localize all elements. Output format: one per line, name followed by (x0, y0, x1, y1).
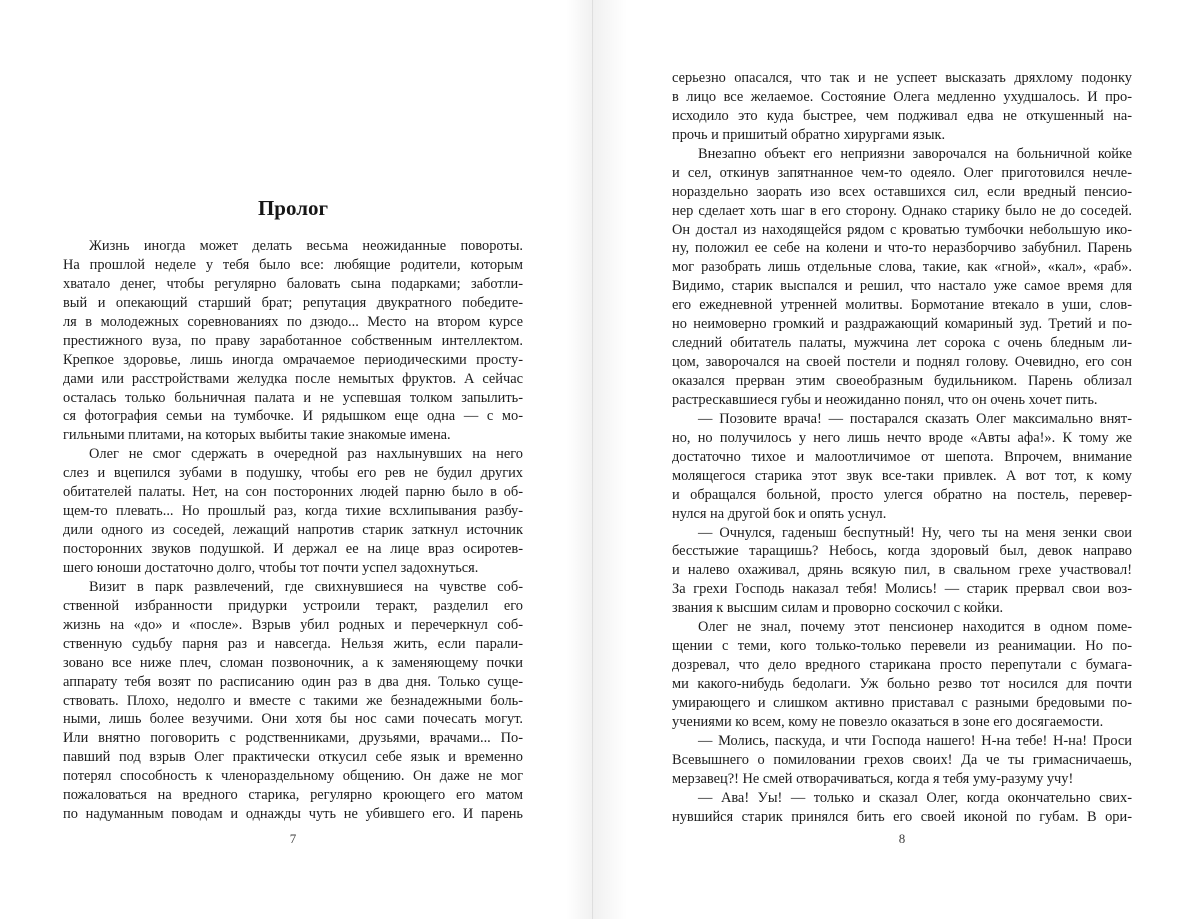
text-line: потерял способность к членораздельному общению. Он даже не мог (63, 768, 523, 785)
text-line: Жизнь иногда может делать весьма неожиданные повороты. (89, 238, 523, 254)
text-line: дозревал, что дело вредного старикана просто перепутали с бумага- (672, 657, 1132, 674)
text-line: достаточно тихое и малоотличимое от шепота. Впрочем, внимание (672, 448, 1132, 465)
text-line: — Ава! Уы! — только и сказал Олег, когда окончательно свих- (698, 789, 1132, 806)
text-line: Видимо, старик выспался и решил, что настало уже самое время для (672, 278, 1132, 295)
text-line: осталась только больничная палата и не успевшая толком запылить- (63, 389, 523, 406)
text-line: прочь и пришитый обратно хирургами язык. (672, 126, 946, 143)
text-line: звания к высшим силам и проворно соскочил с койки. (672, 600, 1004, 617)
text-line: Всевышнего о помиловании грехов своих! Да че ты гримасничаешь, (672, 751, 1132, 768)
text-line: Олег не смог сдержать в очередной раз нахлынувших на него (89, 446, 523, 463)
text-line: Или внятно поговорить с родственниками, друзьями, врачами... По- (63, 730, 523, 747)
text-line: исходило это куда быстрее, чем подживал едва не откушенный на- (672, 107, 1132, 124)
text-line: — Молись, паскуда, и чти Господа нашего! Н-на тебе! Н-на! Проси (698, 732, 1132, 749)
text-line: хватало денег, чтобы регулярно баловать сына подарками; заботли- (63, 275, 523, 292)
text-line: следний обитатель палаты, мужчина лет сорока с очень бледным ли- (672, 335, 1132, 352)
text-line: Олег не знал, почему этот пенсионер находится в одном поме- (698, 619, 1132, 636)
text-line: дили одного из соседей, лежащий напротив старик заткнул источник (63, 522, 523, 539)
chapter-heading: Пролог (257, 196, 329, 220)
text-line: пожаловаться на вредного старика, регулярно кроющего его матом (63, 787, 523, 804)
text-line: щем-то плевать... Но прошлый раз, когда тихие всхлипывания разбу- (63, 503, 523, 520)
text-line: нувшийся старик принялся бить его своей иконой по губам. В ори- (672, 808, 1132, 825)
text-line: Визит в парк развлечений, где свихнувшиеся на чувстве соб- (89, 578, 523, 595)
text-line: ми какого-нибудь бедолаги. Уж больно резво тот носился для почти (672, 676, 1132, 692)
text-line: и налево охаживал, дрянь всякую пил, в свальном грехе участвовал! (672, 562, 1132, 579)
text-line: по надуманным поводам и однажды чуть не убившего его. И парень (63, 806, 523, 823)
text-line: престижного вуза, по праву заработанное собственным интеллектом. (63, 332, 523, 349)
text-line: и обращался больной, просто улегся обратно на постель, перевер- (672, 486, 1132, 503)
text-line: Внезапно объект его неприязни заворочался на больничной койке (698, 145, 1132, 162)
text-line: жизнь на «до» и «после». Взрыв убил родных и перечеркнул соб- (63, 616, 523, 633)
text-line: нулся на другой бок и опять уснул. (672, 505, 887, 522)
text-line: мерзавец?! Не смей отворачиваться, когда я тебя уму-разуму учу! (672, 770, 1074, 787)
text-line: гильными плитами, на которых выбиты такие знакомые имена. (63, 427, 451, 444)
right-page (592, 0, 1184, 919)
text-line: дами или расстройствами желудка после немытых фруктов. А сейчас (63, 370, 523, 387)
text-line: зовано все ниже плеч, сломан позвоночник, а к заменяющему почки (63, 654, 523, 671)
text-line: Крепкое здоровье, лишь иногда омрачаемое периодическими просту- (63, 351, 523, 368)
text-line: серьезно опасался, что так и не успеет высказать дряхлому подонку (672, 70, 1132, 86)
text-line: Он достал из находящейся рядом с кроватью тумбочки небольшую ико- (672, 221, 1132, 238)
text-line: и сел, откинув запятнанное чем-то одеяло. Олег приготовился нечле- (672, 164, 1132, 181)
text-line: вый и опекающий старший брат; репутация двукратного победите- (63, 294, 523, 311)
text-line: нер сделает хоть шаг в его сторону. Однако старику было не до соседей. (672, 202, 1132, 219)
text-line: его ежедневной утренней молитвы. Бормотание втекало в уши, слов- (672, 297, 1132, 314)
text-line: За грехи Господь наказал тебя! Молись! — старик прервал свои воз- (672, 581, 1132, 598)
text-line: молящегося старика этот звук все-таки привлек. А вот тот, к кому (672, 467, 1132, 484)
text-line: ными, лишь более везучими. Они хотя бы нос сами почесать могут. (63, 711, 523, 728)
text-line: в лицо все желаемое. Состояние Олега медленно ухудшалось. И про- (672, 88, 1132, 105)
text-line: ну, положил ее себе на колени и что-то неразборчиво забубнил. Парень (672, 240, 1132, 257)
text-line: учениями ко всем, кому не повезло оказаться в зоне его досягаемости. (672, 713, 1104, 730)
text-line: павший под взрыв Олег практически откусил себе язык и временно (63, 749, 523, 766)
text-line: На прошлой неделе у тебя было все: любящие родители, которым (63, 256, 523, 273)
text-line: растрескавшиеся губы и неожиданно понял, что он очень хочет пить. (672, 391, 1098, 408)
left-text-block (63, 237, 523, 824)
right-text-block (672, 69, 1132, 827)
text-line: нораздельно заорать изо всех оставшихся сил, если вредный пенсио- (672, 183, 1132, 200)
text-line: обитателей палаты. Нет, на сон посторонних людей парню было в об- (63, 484, 523, 501)
text-line: ся фотография семьи на тумбочке. И рядышком еще одна — с мо- (63, 408, 523, 425)
left-page-number: 7 (289, 831, 297, 846)
text-line: но, но получилось у него лишь нечто вроде «Авты афа!». К тому же (672, 429, 1132, 446)
right-page-number: 8 (898, 831, 906, 846)
text-line: щении с теми, кого только-только перевели из реанимации. Но по- (672, 638, 1132, 655)
text-line: слез и вцепился зубами в подушку, чтобы его рев не будил других (63, 465, 523, 482)
left-page (0, 0, 592, 919)
text-line: ственной избранности придурки устроили теракт, разделил его (63, 597, 523, 614)
text-line: ля в молодежных соревнованиях по дзюдо... Место на втором курсе (63, 313, 523, 330)
text-line: — Очнулся, гаденыш беспутный! Ну, чего ты на меня зенки свои (698, 524, 1132, 541)
text-line: бесстыжие таращишь? Небось, когда здоровый был, девок направо (672, 543, 1132, 560)
text-line: но неимоверно громкий и раздражающий комариный зуд. Третий и по- (672, 316, 1132, 333)
text-line: ственную судьбу парня раз и навсегда. Нельзя жить, если парали- (63, 635, 523, 652)
text-line: мог разобрать лишь отдельные слова, такие, как «гной», «кал», «раб». (672, 259, 1132, 276)
text-line: — Позовите врача! — постарался сказать Олег максимально внят- (698, 410, 1132, 427)
text-line: ствовать. Плохо, недолго и вместе с такими же безнадежными боль- (63, 692, 523, 709)
text-line: посторонних звуков подушкой. И держал ее на лице враз осиротев- (63, 541, 523, 557)
text-line: оказался прерван этим своеобразным будильником. Парень облизал (672, 373, 1132, 389)
text-line: умирающего и слишком активно приставал с разными бредовыми по- (672, 694, 1132, 711)
text-line: шего юноши достаточно долго, чтобы тот почти успел задохнуться. (63, 559, 479, 576)
text-line: цом, заворочался на своей постели и поднял голову. Очевидно, его сон (672, 354, 1132, 371)
text-line: аппарату тебя возят по расписанию один раз в два дня. Только суще- (63, 673, 523, 690)
